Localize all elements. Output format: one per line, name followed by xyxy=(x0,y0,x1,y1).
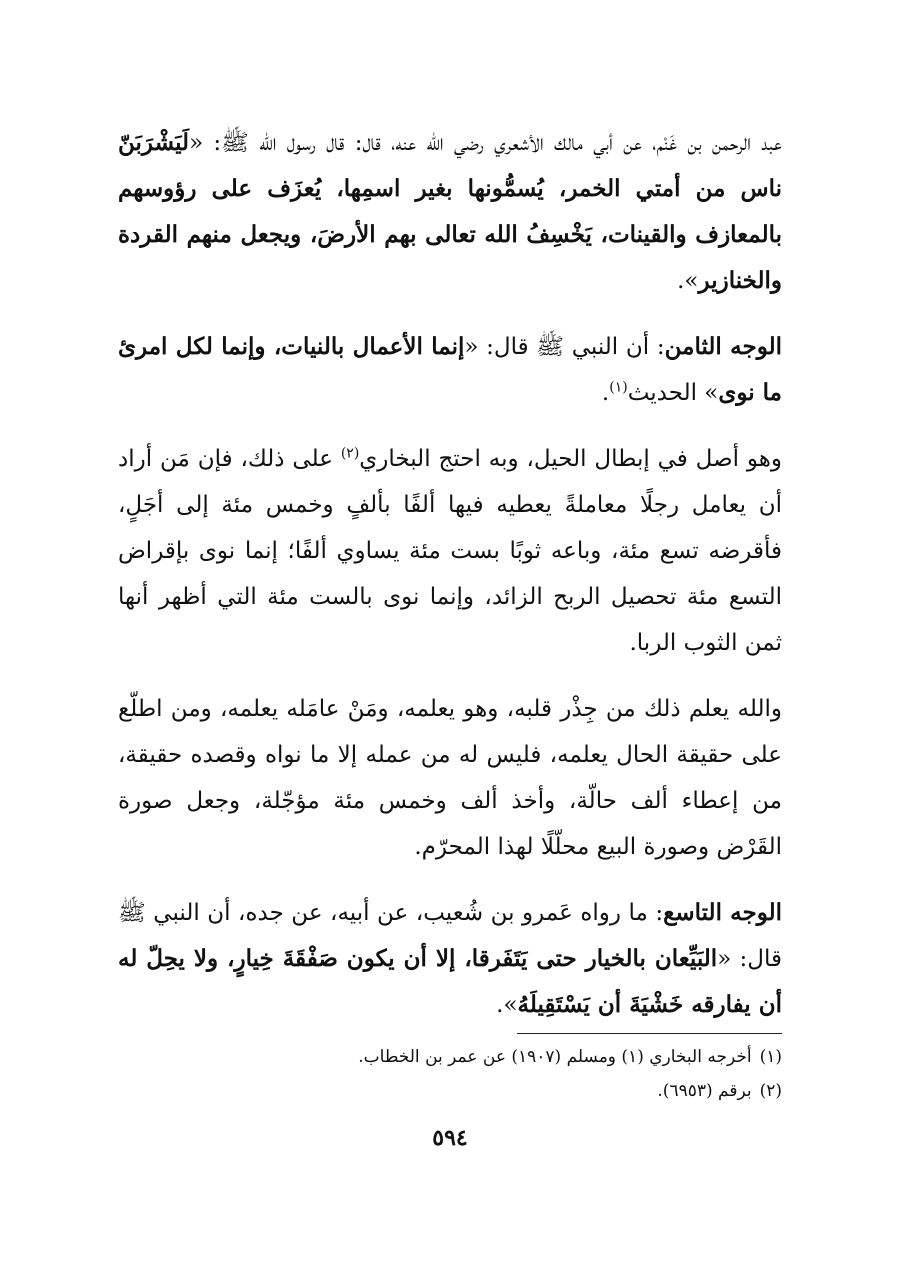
paragraph-4 xyxy=(118,686,782,870)
paragraph-1 xyxy=(118,120,782,304)
p3-text-2: على ذلك، فإن مَن أراد أن يعامل رجلًا معاملةً يعطيه فيها ألفًا بألفٍ وخمس مئة إلى أجَلٍ، فأقرضه تسع مئة، وباعه ثوبًا بست مئة يساوي ألفًا؛ إنما نوى بإقراض التسع مئة تحصيل الربح الزائد، وإنما نوى بالست مئة التي أظهر أنها ثمن الثوب الربا. xyxy=(118,446,782,656)
p4-text: والله يعلم ذلك من جِذْر قلبه، وهو يعلمه، ومَنْ عامَله يعلمه، ومن اطلّع على حقيقة الحال يعلمه، فليس له من عمله إلا ما نواه وقصده حقيقة، من إعطاء ألف حالّة، وأخذ ألف وخمس مئة مؤجّلة، وجعل صورة القَرْض وصورة البيع محلّلًا لهذا المحرّم. xyxy=(118,696,782,860)
paragraph-3 xyxy=(118,436,782,666)
footnote-separator xyxy=(517,1033,782,1034)
footnote-text: برقم (٦٩٥٣). xyxy=(657,1081,752,1101)
footnote-ref-2: (٢) xyxy=(340,445,360,462)
footnote-ref-1: (١) xyxy=(609,379,628,396)
p5-text: : ما رواه عَمرو بن شُعيب، عن أبيه، عن جده، أن النبي ﷺ قال: « xyxy=(118,900,782,972)
paragraph-2 xyxy=(118,324,782,416)
p1-close: ». xyxy=(677,268,699,294)
footnote-2 xyxy=(118,1074,782,1108)
p2-heading: الوجه الثامن xyxy=(664,333,782,360)
footnote-number: (١) xyxy=(759,1047,782,1067)
page-number: ٥٩٤ xyxy=(432,1125,468,1151)
p3-text: وهو أصل في إبطال الحيل، وبه احتج البخاري xyxy=(359,446,782,472)
p5-heading: الوجه التاسع xyxy=(663,899,782,926)
p1-text: عبد الرحمن بن غَنْم، عن أبي مالك الأشعري رضي الله عنه، قال: قال رسول الله ﷺ: « xyxy=(189,130,782,156)
paragraph-5 xyxy=(118,890,782,1028)
footnote-1 xyxy=(118,1040,782,1074)
footnote-number: (٢) xyxy=(759,1081,782,1101)
p5-hadith: البَيِّعان بالخيار حتى يَتَفَرقا، إلا أن يكون صَفْقَةَ خِيارٍ، ولا يحِلّ له أن يفارقه خَشْيَةَ أن يَسْتَقِيلَهُ xyxy=(118,945,782,1018)
p2-end: . xyxy=(601,380,610,406)
p2-hadith: إنما الأعمال بالنيات، وإنما لكل امرئ ما نوى xyxy=(118,333,782,406)
p2-text: : أن النبي ﷺ قال: « xyxy=(464,334,665,360)
p1-hadith: لَيَشْرَبَنّ ناس من أمتي الخمر، يُسمُّونها بغير اسمِها، يُعزَف على رؤوسهم بالمعازف والقينات، يَخْسِفُ الله تعالى بهم الأرضَ، ويجعل منهم القردة والخنازير xyxy=(118,129,782,294)
p2-text-2: » الحديث xyxy=(627,380,719,406)
footnote-text: أخرجه البخاري (١) ومسلم (١٩٠٧) عن عمر بن الخطاب. xyxy=(358,1047,752,1067)
p5-close: ». xyxy=(496,992,518,1018)
main-text xyxy=(118,120,782,1048)
footnotes xyxy=(118,1040,782,1108)
